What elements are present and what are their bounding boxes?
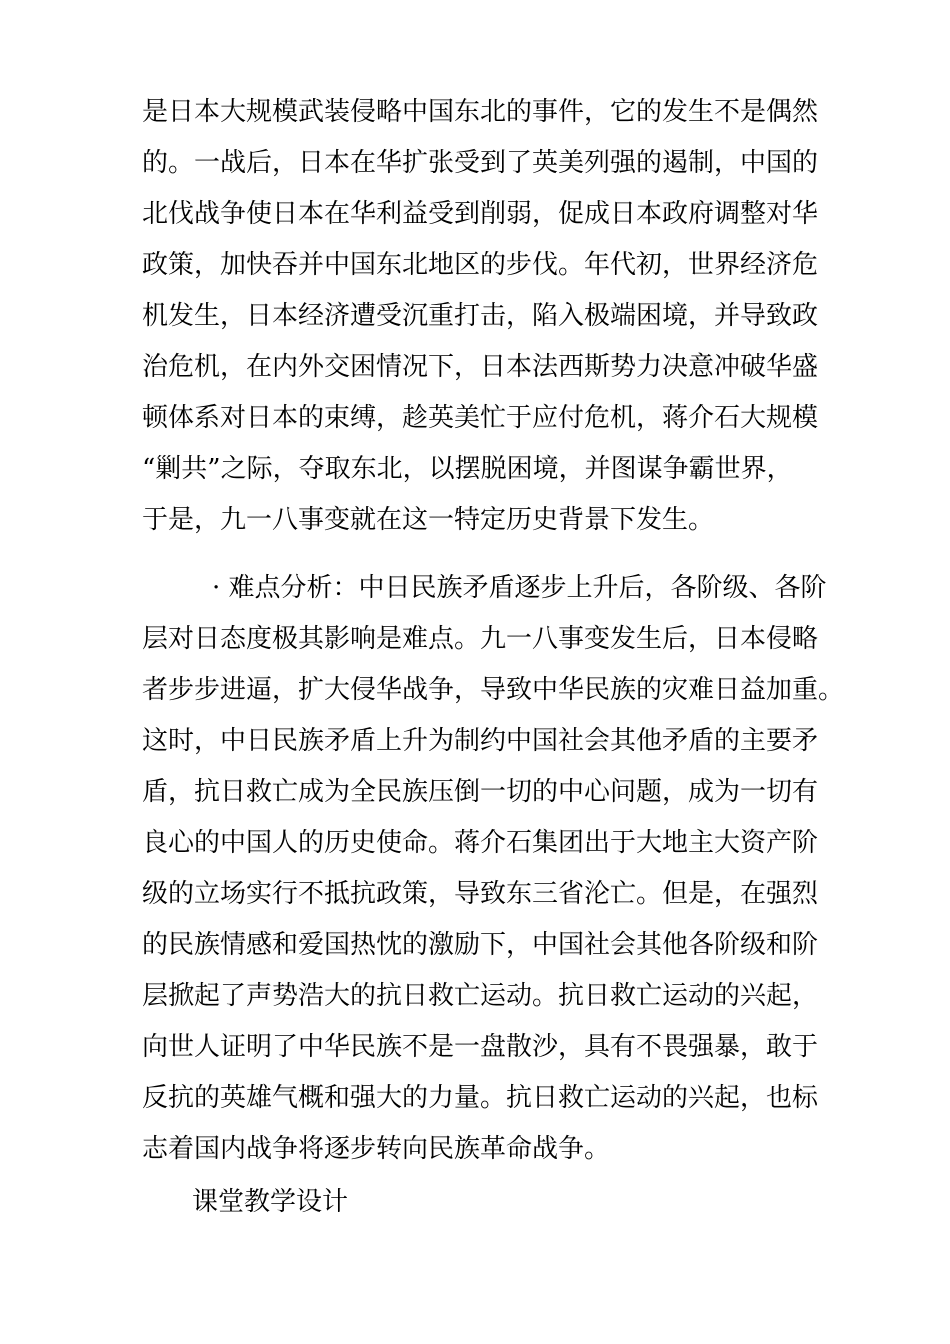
text-line: 机发生，日本经济遭受沉重打击，陷入极端困境，并导致政 [142, 301, 819, 331]
text-line: 是日本大规模武装侵略中国东北的事件，它的发生不是偶然 [142, 97, 819, 127]
text-line: 向世人证明了中华民族不是一盘散沙，具有不畏强暴，敢于 [142, 1032, 819, 1062]
text-line: 顿体系对日本的束缚，趁英美忙于应付危机，蒋介石大规模 [142, 403, 819, 433]
text-line: 良心的中国人的历史使命。蒋介石集团出于大地主大资产阶 [142, 828, 819, 858]
text-line: 级的立场实行不抵抗政策，导致东三省沦亡。但是，在强烈 [142, 879, 819, 909]
text-line: 层掀起了声势浩大的抗日救亡运动。抗日救亡运动的兴起， [142, 981, 819, 1011]
text-line: · 难点分析：中日民族矛盾逐步上升后，各阶级、各阶 [212, 573, 827, 603]
text-line: 治危机，在内外交困情况下，日本法西斯势力决意冲破华盛 [142, 352, 819, 382]
text-line: 的民族情感和爱国热忱的激励下，中国社会其他各阶级和阶 [142, 930, 819, 960]
text-line: 盾，抗日救亡成为全民族压倒一切的中心问题，成为一切有 [142, 777, 819, 807]
section-heading: 课堂教学设计 [192, 1187, 349, 1217]
text-line: 的。一战后，日本在华扩张受到了英美列强的遏制，中国的 [142, 148, 819, 178]
text-line: 层对日态度极其影响是难点。九一八事变发生后，日本侵略 [142, 624, 819, 654]
text-line: 者步步进逼，扩大侵华战争，导致中华民族的灾难日益加重。 [142, 675, 845, 705]
text-line: 这时，中日民族矛盾上升为制约中国社会其他矛盾的主要矛 [142, 726, 819, 756]
text-line: 政策，加快吞并中国东北地区的步伐。年代初，世界经济危 [142, 250, 819, 280]
text-line: “剿共”之际，夺取东北，以摆脱困境，并图谋争霸世界， [142, 454, 793, 484]
text-line: 志着国内战争将逐步转向民族革命战争。 [142, 1134, 611, 1164]
text-line: 反抗的英雄气概和强大的力量。抗日救亡运动的兴起，也标 [142, 1083, 819, 1113]
text-line: 于是，九一八事变就在这一特定历史背景下发生。 [142, 505, 715, 535]
text-line: 北伐战争使日本在华利益受到削弱，促成日本政府调整对华 [142, 199, 819, 229]
